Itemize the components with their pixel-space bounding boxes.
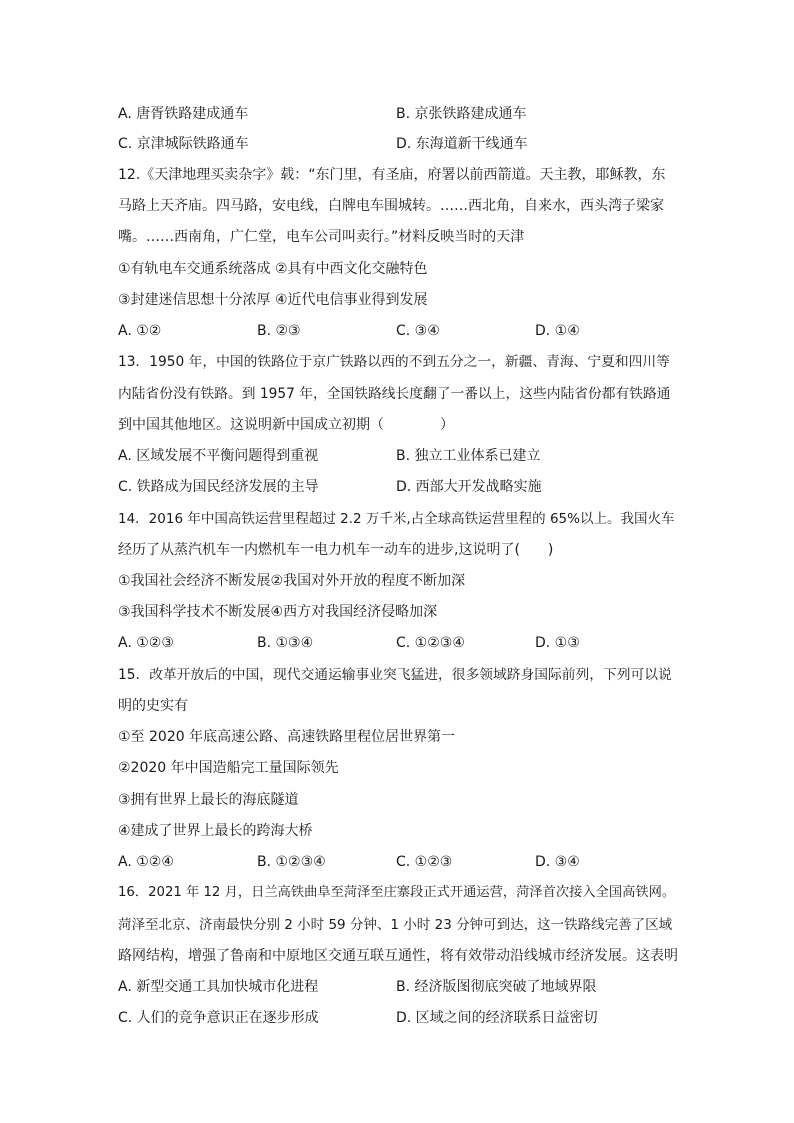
q16-stem-line-1: 16．2021 年 12 月，日兰高铁曲阜至菏泽至庄寨段正式开通运营，菏泽首次接入全国高铁网。: [118, 885, 676, 900]
q16-stem-line-2: 菏泽至北京、济南最快分别 2 小时 59 分钟、1 小时 23 分钟可到达，这一铁路线完善了区域: [118, 917, 673, 933]
q16-option-d: D. 区域之间的经济联系日益密切: [396, 1010, 598, 1026]
q14-option-d: D. ①③: [535, 635, 580, 651]
q16-option-b: B. 经济版图彻底突破了地域界限: [396, 979, 597, 995]
q12-stem-line-3: 嘴。……西南角，广仁堂，电车公司叫卖行。”材料反映当时的天津: [118, 229, 525, 245]
q11-option-a: A. 唐胥铁路建成通车: [118, 106, 249, 122]
q12-stem-line-2: 马路上天齐庙。四马路，安电线，白牌电车围城转。……西北角，自来水，西头湾子梁家: [118, 198, 664, 214]
q14-stem-line-1: 14．2016 年中国高铁运营里程超过 2.2 万千米,占全球高铁运营里程的 65%以上。我国火车: [118, 511, 675, 527]
q14-statements-2: ③我国科学技术不断发展④西方对我国经济侵略加深: [118, 604, 438, 620]
q12-statements-1: ①有轨电车交通系统落成 ②具有中西文化交融特色: [118, 261, 428, 277]
q15-statement-4: ④建成了世界上最长的跨海大桥: [118, 823, 313, 839]
q13-stem-line-3: 到中国其他地区。这说明新中国成立初期（ ）: [118, 417, 454, 433]
q15-option-a: A. ①②④: [118, 854, 174, 870]
q13-stem-line-2: 内陆省份没有铁路。到 1957 年，全国铁路线长度翻了一番以上，这些内陆省份都有铁路通: [118, 386, 671, 402]
q15-option-c: C. ①②③: [396, 854, 453, 870]
q14-stem-line-2: 经历了从蒸汽机车一内燃机车一电力机车一动车的进步,这说明了( ): [118, 542, 554, 558]
q15-stem-line-2: 明的史实有: [118, 698, 188, 714]
q16-stem-line-3: 路网结构，增强了鲁南和中原地区交通互联互通性，将有效带动沿线城市经济发展。这表明: [118, 948, 678, 964]
q15-stem-line-1: 15．改革开放后的中国，现代交通运输事业突飞猛进，很多领域跻身国际前列，下列可以说: [118, 667, 672, 683]
q13-stem-line-1: 13．1950 年，中国的铁路位于京广铁路以西的不到五分之一，新疆、青海、宁夏和四川等: [118, 354, 670, 370]
q14-statements-1: ①我国社会经济不断发展②我国对外开放的程度不断加深: [118, 573, 466, 589]
q11-option-d: D. 东海道新干线通车: [396, 136, 528, 152]
q12-option-d: D. ①④: [535, 323, 580, 339]
q13-option-b: B. 独立工业体系已建立: [396, 448, 541, 464]
q14-option-a: A. ①②③: [118, 635, 174, 651]
q15-option-d: D. ③④: [535, 854, 580, 870]
q14-option-c: C. ①②③④: [396, 635, 465, 651]
q12-option-b: B. ②③: [257, 323, 301, 339]
q13-option-a: A. 区域发展不平衡问题得到重视: [118, 448, 319, 464]
q12-statements-2: ③封建迷信思想十分浓厚 ④近代电信事业得到发展: [118, 292, 428, 308]
q12-stem-line-1: 12.《天津地理买卖杂字》载：“东门里，有圣庙，府署以前西箭道。天主教，耶稣教，东: [118, 167, 666, 183]
q13-option-d: D. 西部大开发战略实施: [396, 479, 542, 495]
q12-option-a: A. ①②: [118, 323, 162, 339]
q16-option-c: C. 人们的竞争意识正在逐步形成: [118, 1010, 319, 1026]
q15-option-b: B. ①②③④: [257, 854, 326, 870]
q16-option-a: A. 新型交通工具加快城市化进程: [118, 979, 319, 995]
q15-statement-3: ③拥有世界上最长的海底隧道: [118, 792, 299, 808]
q11-option-b: B. 京张铁路建成通车: [396, 106, 527, 122]
q15-statement-2: ②2020 年中国造船完工量国际领先: [118, 760, 339, 776]
q14-option-b: B. ①③④: [257, 635, 314, 651]
q12-option-c: C. ③④: [396, 323, 440, 339]
q13-option-c: C. 铁路成为国民经济发展的主导: [118, 479, 319, 495]
q11-option-c: C. 京津城际铁路通车: [118, 136, 249, 152]
q15-statement-1: ①至 2020 年底高速公路、高速铁路里程位居世界第一: [118, 729, 456, 745]
